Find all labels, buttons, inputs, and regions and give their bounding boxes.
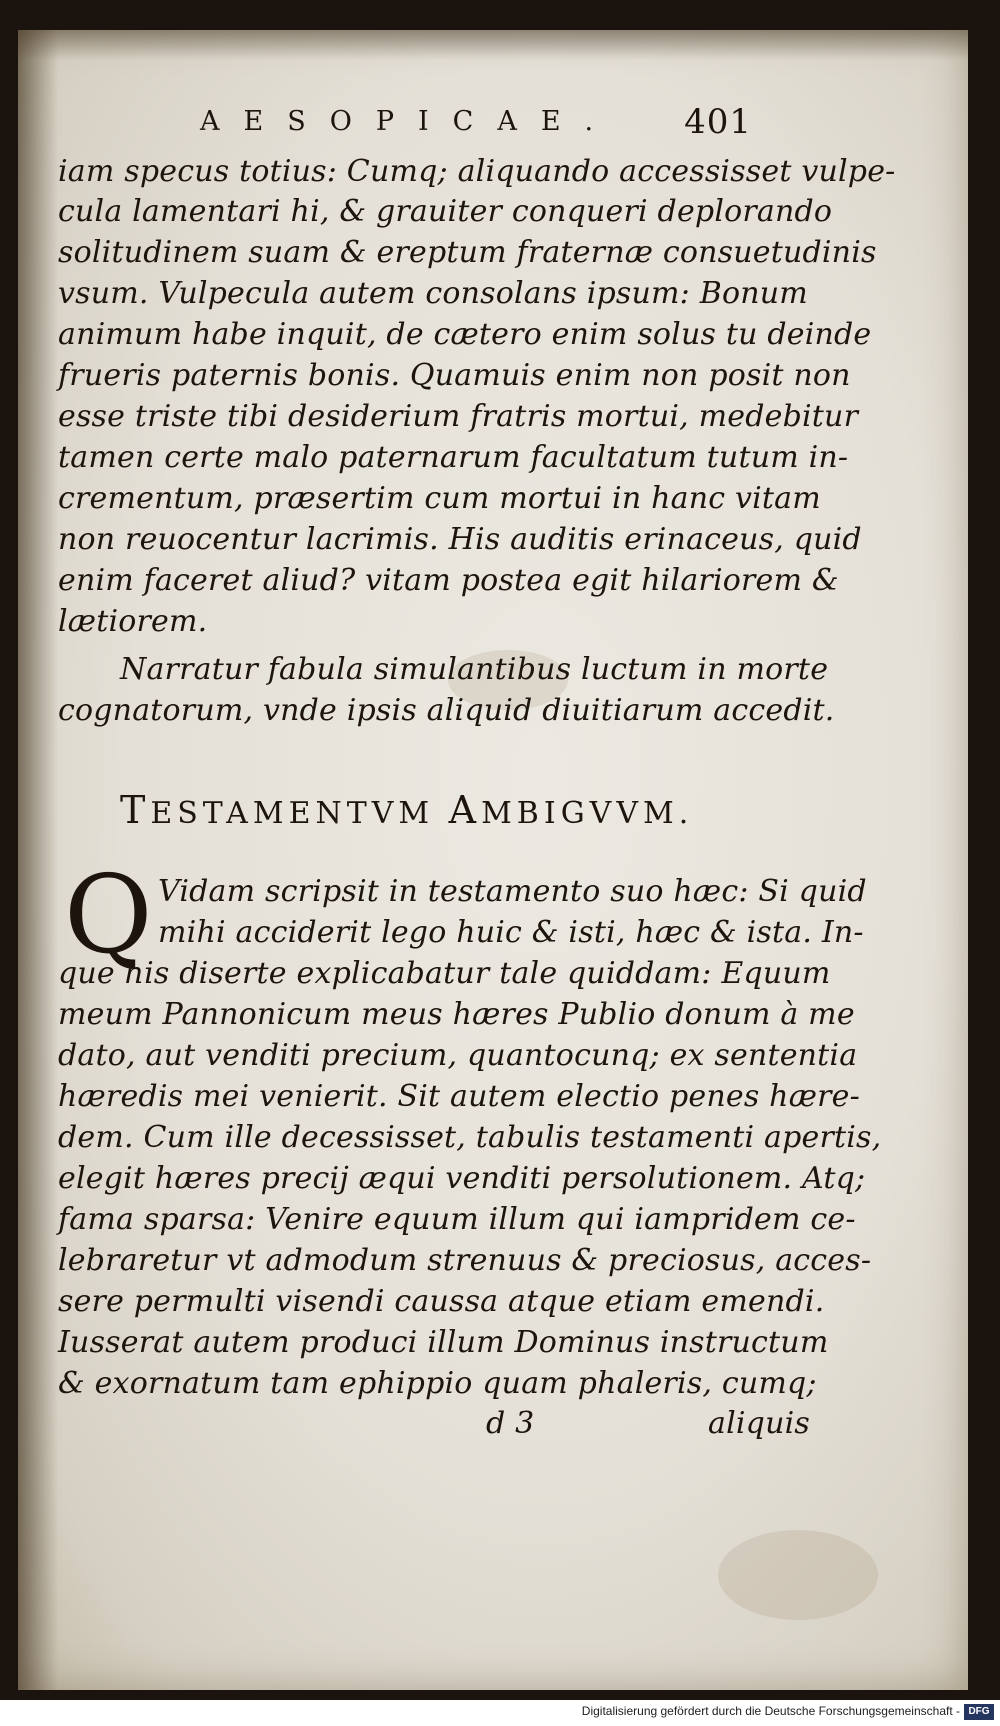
text-line: meum Pannonicum meus hæres Publio donum à me xyxy=(58,997,855,1032)
text-line: dato, aut venditi precium, quantocunq; ex sententia xyxy=(58,1038,858,1073)
text-line: enim faceret aliud? vitam postea egit hilariorem & xyxy=(58,563,839,598)
title-rest: ESTAMENTVM xyxy=(150,796,449,831)
text-line: cula lamentari hi, & grauiter conqueri deplorando xyxy=(58,194,833,229)
page-top-edge xyxy=(18,30,968,60)
moral-line: cognatorum, vnde ipsis aliquid diuitiarum accedit. xyxy=(58,693,835,728)
text-line: hæredis mei venierit. Sit autem electio penes hære- xyxy=(58,1079,860,1114)
text-line: solitudinem suam & ereptum fraternæ consuetudinis xyxy=(58,235,877,270)
text-line: esse triste tibi desiderium fratris mortui, medebitur xyxy=(58,399,859,434)
text-line: non reuocentur lacrimis. His auditis erinaceus, quid xyxy=(58,522,862,557)
title-initial: A xyxy=(448,788,482,832)
text-line: tamen certe malo paternarum facultatum tutum in- xyxy=(58,440,849,475)
title-rest: MBIGVVM. xyxy=(481,796,694,831)
running-head: AESOPICAE. xyxy=(200,106,618,137)
drop-capital: Q xyxy=(64,853,153,978)
title-initial: T xyxy=(120,788,151,832)
dfg-logo: DFG xyxy=(964,1704,994,1720)
credit-bar xyxy=(0,1700,1000,1726)
moral-line: Narratur fabula simulantibus luctum in morte xyxy=(120,652,829,687)
text-line: lætiorem. xyxy=(58,604,208,639)
text-line: elegit hæres precij æqui venditi persolutionem. Atq; xyxy=(58,1161,866,1196)
text-line: Vidam scripsit in testamento suo hæc: Si quid xyxy=(158,874,867,909)
text-line: vsum. Vulpecula autem consolans ipsum: Bonum xyxy=(58,276,808,311)
text-line: animum habe inquit, de cætero enim solus tu deinde xyxy=(58,317,872,352)
gutter-shadow xyxy=(18,30,58,1690)
text-line: sere permulti visendi caussa atque etiam emendi. xyxy=(58,1284,825,1319)
text-line: Iusserat autem produci illum Dominus instructum xyxy=(58,1325,829,1360)
text-line: crementum, præsertim cum mortui in hanc vitam xyxy=(58,481,821,516)
section-title xyxy=(120,788,693,832)
text-line: frueris paternis bonis. Quamuis enim non posit non xyxy=(58,358,851,393)
page-header xyxy=(200,100,770,148)
text-line: que his diserte explicabatur tale quiddam: Equum xyxy=(58,956,831,991)
page-number: 401 xyxy=(684,102,752,142)
text-line: iam specus totius: Cumq; aliquando accessisset vulpe- xyxy=(58,154,896,189)
text-line: dem. Cum ille decessisset, tabulis testamenti apertis, xyxy=(58,1120,882,1155)
text-line: & exornatum tam ephippio quam phaleris, cumq; xyxy=(58,1366,817,1401)
catchword: aliquis xyxy=(708,1406,810,1441)
text-line: mihi acciderit lego huic & isti, hæc & ista. In- xyxy=(158,915,864,950)
funding-credit: Digitalisierung gefördert durch die Deutsche Forschungsgemeinschaft - xyxy=(581,1704,960,1718)
text-line: fama sparsa: Venire equum illum qui iampridem ce- xyxy=(58,1202,856,1237)
signature-mark: d 3 xyxy=(486,1406,535,1441)
page-stain xyxy=(718,1530,878,1620)
text-line: lebraretur vt admodum strenuus & preciosus, acces- xyxy=(58,1243,872,1278)
